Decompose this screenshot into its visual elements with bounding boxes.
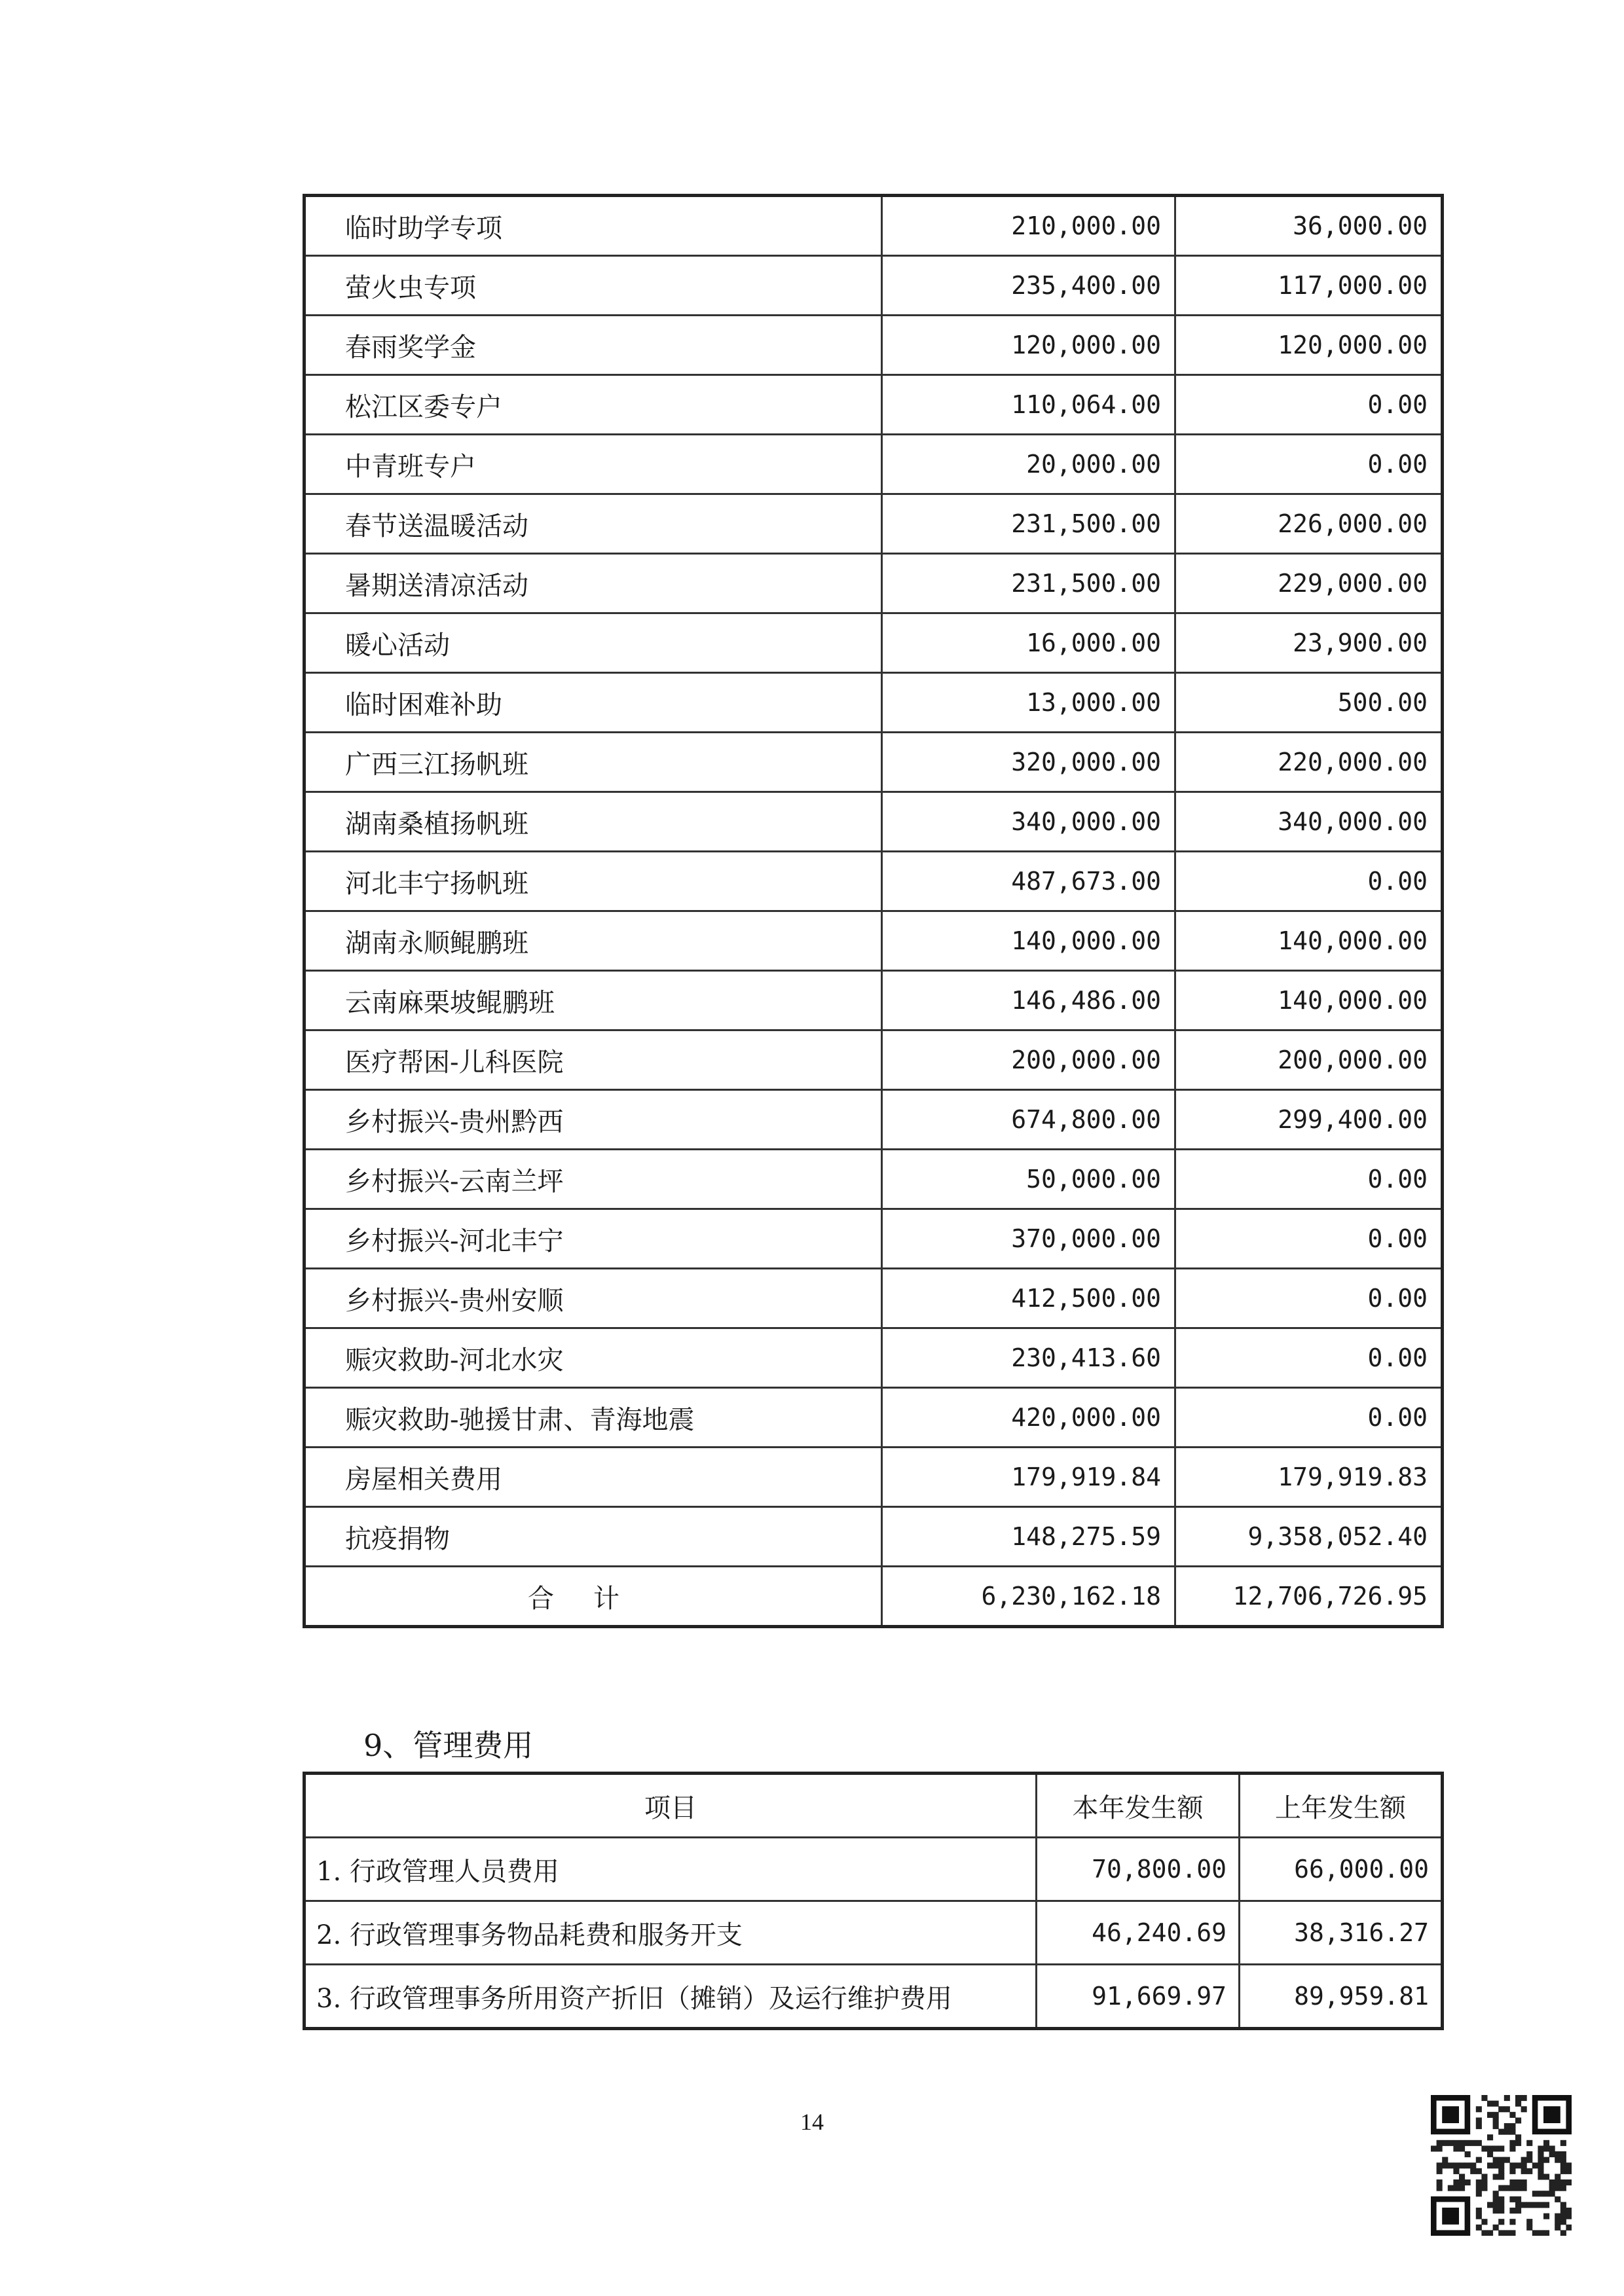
- table-row: [304, 1209, 1443, 1269]
- row-previous-amount: 120,000.00: [1175, 316, 1443, 375]
- section-title-management-fees: 9、管理费用: [363, 1728, 534, 1763]
- table-row: [304, 911, 1443, 971]
- row-current-amount: 110,064.00: [882, 375, 1175, 435]
- table-row: [304, 1388, 1443, 1448]
- row-label: 暑期送清凉活动: [304, 554, 882, 613]
- table-row: [304, 1090, 1443, 1150]
- table-row: [304, 1901, 1443, 1965]
- row-previous-amount: 0.00: [1175, 435, 1443, 494]
- table-row: [304, 494, 1443, 554]
- row-item: 2. 行政管理事务物品耗费和服务开支: [304, 1901, 1037, 1965]
- row-label: 湖南桑植扬帆班: [304, 792, 882, 852]
- row-label: 河北丰宁扬帆班: [304, 852, 882, 911]
- table-row: [304, 613, 1443, 673]
- header-row: [304, 1774, 1443, 1838]
- total-label: 合计: [304, 1567, 882, 1627]
- row-previous-amount: 0.00: [1175, 1269, 1443, 1328]
- table-row: [304, 375, 1443, 435]
- table-row: [304, 1150, 1443, 1209]
- row-previous-amount: 66,000.00: [1240, 1838, 1443, 1901]
- row-label: 暖心活动: [304, 613, 882, 673]
- row-current-amount: 13,000.00: [882, 673, 1175, 733]
- row-current-amount: 50,000.00: [882, 1150, 1175, 1209]
- row-current-amount: 674,800.00: [882, 1090, 1175, 1150]
- row-current-amount: 70,800.00: [1037, 1838, 1240, 1901]
- table-row: [304, 1328, 1443, 1388]
- row-label: 乡村振兴-贵州黔西: [304, 1090, 882, 1150]
- row-label: 临时助学专项: [304, 196, 882, 256]
- row-label: 广西三江扬帆班: [304, 733, 882, 792]
- row-current-amount: 120,000.00: [882, 316, 1175, 375]
- row-current-amount: 91,669.97: [1037, 1965, 1240, 2029]
- row-item: 3. 行政管理事务所用资产折旧（摊销）及运行维护费用: [304, 1965, 1037, 2029]
- row-label: 乡村振兴-云南兰坪: [304, 1150, 882, 1209]
- row-label: 春节送温暖活动: [304, 494, 882, 554]
- row-current-amount: 230,413.60: [882, 1328, 1175, 1388]
- row-current-amount: 340,000.00: [882, 792, 1175, 852]
- table-row: [304, 1838, 1443, 1901]
- row-previous-amount: 140,000.00: [1175, 911, 1443, 971]
- table-row: [304, 1030, 1443, 1090]
- row-current-amount: 412,500.00: [882, 1269, 1175, 1328]
- row-previous-amount: 226,000.00: [1175, 494, 1443, 554]
- table-row: [304, 196, 1443, 256]
- row-previous-amount: 117,000.00: [1175, 256, 1443, 316]
- contribution-expense-table: [303, 194, 1444, 1628]
- row-previous-amount: 0.00: [1175, 1388, 1443, 1448]
- row-previous-amount: 500.00: [1175, 673, 1443, 733]
- row-previous-amount: 220,000.00: [1175, 733, 1443, 792]
- row-current-amount: 235,400.00: [882, 256, 1175, 316]
- management-table-body: [304, 1838, 1443, 2029]
- row-previous-amount: 0.00: [1175, 1328, 1443, 1388]
- table-row: [304, 733, 1443, 792]
- row-current-amount: 20,000.00: [882, 435, 1175, 494]
- row-current-amount: 46,240.69: [1037, 1901, 1240, 1965]
- table-row: [304, 1965, 1443, 2029]
- row-label: 乡村振兴-河北丰宁: [304, 1209, 882, 1269]
- row-current-amount: 16,000.00: [882, 613, 1175, 673]
- table-row: [304, 971, 1443, 1030]
- row-label: 赈灾救助-河北水灾: [304, 1328, 882, 1388]
- table-row: [304, 554, 1443, 613]
- row-previous-amount: 0.00: [1175, 1209, 1443, 1269]
- header-current-year: 本年发生额: [1037, 1774, 1240, 1838]
- row-previous-amount: 299,400.00: [1175, 1090, 1443, 1150]
- row-previous-amount: 340,000.00: [1175, 792, 1443, 852]
- row-label: 抗疫捐物: [304, 1507, 882, 1567]
- row-label: 医疗帮困-儿科医院: [304, 1030, 882, 1090]
- total-previous-amount: 12,706,726.95: [1175, 1567, 1443, 1627]
- row-previous-amount: 0.00: [1175, 852, 1443, 911]
- row-current-amount: 420,000.00: [882, 1388, 1175, 1448]
- row-previous-amount: 9,358,052.40: [1175, 1507, 1443, 1567]
- row-previous-amount: 179,919.83: [1175, 1448, 1443, 1507]
- table-row: [304, 435, 1443, 494]
- table-row: [304, 316, 1443, 375]
- qr-code-icon: [1431, 2095, 1572, 2236]
- table-row: [304, 852, 1443, 911]
- management-fee-table: [303, 1772, 1444, 2030]
- row-current-amount: 487,673.00: [882, 852, 1175, 911]
- row-label: 房屋相关费用: [304, 1448, 882, 1507]
- header-previous-year: 上年发生额: [1240, 1774, 1443, 1838]
- row-current-amount: 370,000.00: [882, 1209, 1175, 1269]
- row-previous-amount: 0.00: [1175, 1150, 1443, 1209]
- header-item: 项目: [304, 1774, 1037, 1838]
- contribution-table-body: [304, 196, 1443, 1627]
- total-row: [304, 1567, 1443, 1627]
- row-current-amount: 148,275.59: [882, 1507, 1175, 1567]
- table-row: [304, 1507, 1443, 1567]
- row-label: 春雨奖学金: [304, 316, 882, 375]
- row-current-amount: 179,919.84: [882, 1448, 1175, 1507]
- row-item: 1. 行政管理人员费用: [304, 1838, 1037, 1901]
- table-row: [304, 1448, 1443, 1507]
- total-current-amount: 6,230,162.18: [882, 1567, 1175, 1627]
- row-label: 湖南永顺鲲鹏班: [304, 911, 882, 971]
- row-current-amount: 231,500.00: [882, 554, 1175, 613]
- row-previous-amount: 38,316.27: [1240, 1901, 1443, 1965]
- row-label: 赈灾救助-驰援甘肃、青海地震: [304, 1388, 882, 1448]
- page-number: 14: [800, 2109, 824, 2135]
- row-current-amount: 200,000.00: [882, 1030, 1175, 1090]
- row-previous-amount: 89,959.81: [1240, 1965, 1443, 2029]
- row-previous-amount: 0.00: [1175, 375, 1443, 435]
- row-previous-amount: 229,000.00: [1175, 554, 1443, 613]
- row-previous-amount: 23,900.00: [1175, 613, 1443, 673]
- table-row: [304, 792, 1443, 852]
- row-current-amount: 231,500.00: [882, 494, 1175, 554]
- qr-code: [1431, 2095, 1572, 2236]
- table-row: [304, 673, 1443, 733]
- row-current-amount: 146,486.00: [882, 971, 1175, 1030]
- row-current-amount: 320,000.00: [882, 733, 1175, 792]
- row-label: 萤火虫专项: [304, 256, 882, 316]
- row-current-amount: 140,000.00: [882, 911, 1175, 971]
- row-label: 乡村振兴-贵州安顺: [304, 1269, 882, 1328]
- table-row: [304, 1269, 1443, 1328]
- table-row: [304, 256, 1443, 316]
- row-label: 云南麻栗坡鲲鹏班: [304, 971, 882, 1030]
- row-current-amount: 210,000.00: [882, 196, 1175, 256]
- row-label: 中青班专户: [304, 435, 882, 494]
- row-label: 临时困难补助: [304, 673, 882, 733]
- row-previous-amount: 200,000.00: [1175, 1030, 1443, 1090]
- row-label: 松江区委专户: [304, 375, 882, 435]
- row-previous-amount: 140,000.00: [1175, 971, 1443, 1030]
- row-previous-amount: 36,000.00: [1175, 196, 1443, 256]
